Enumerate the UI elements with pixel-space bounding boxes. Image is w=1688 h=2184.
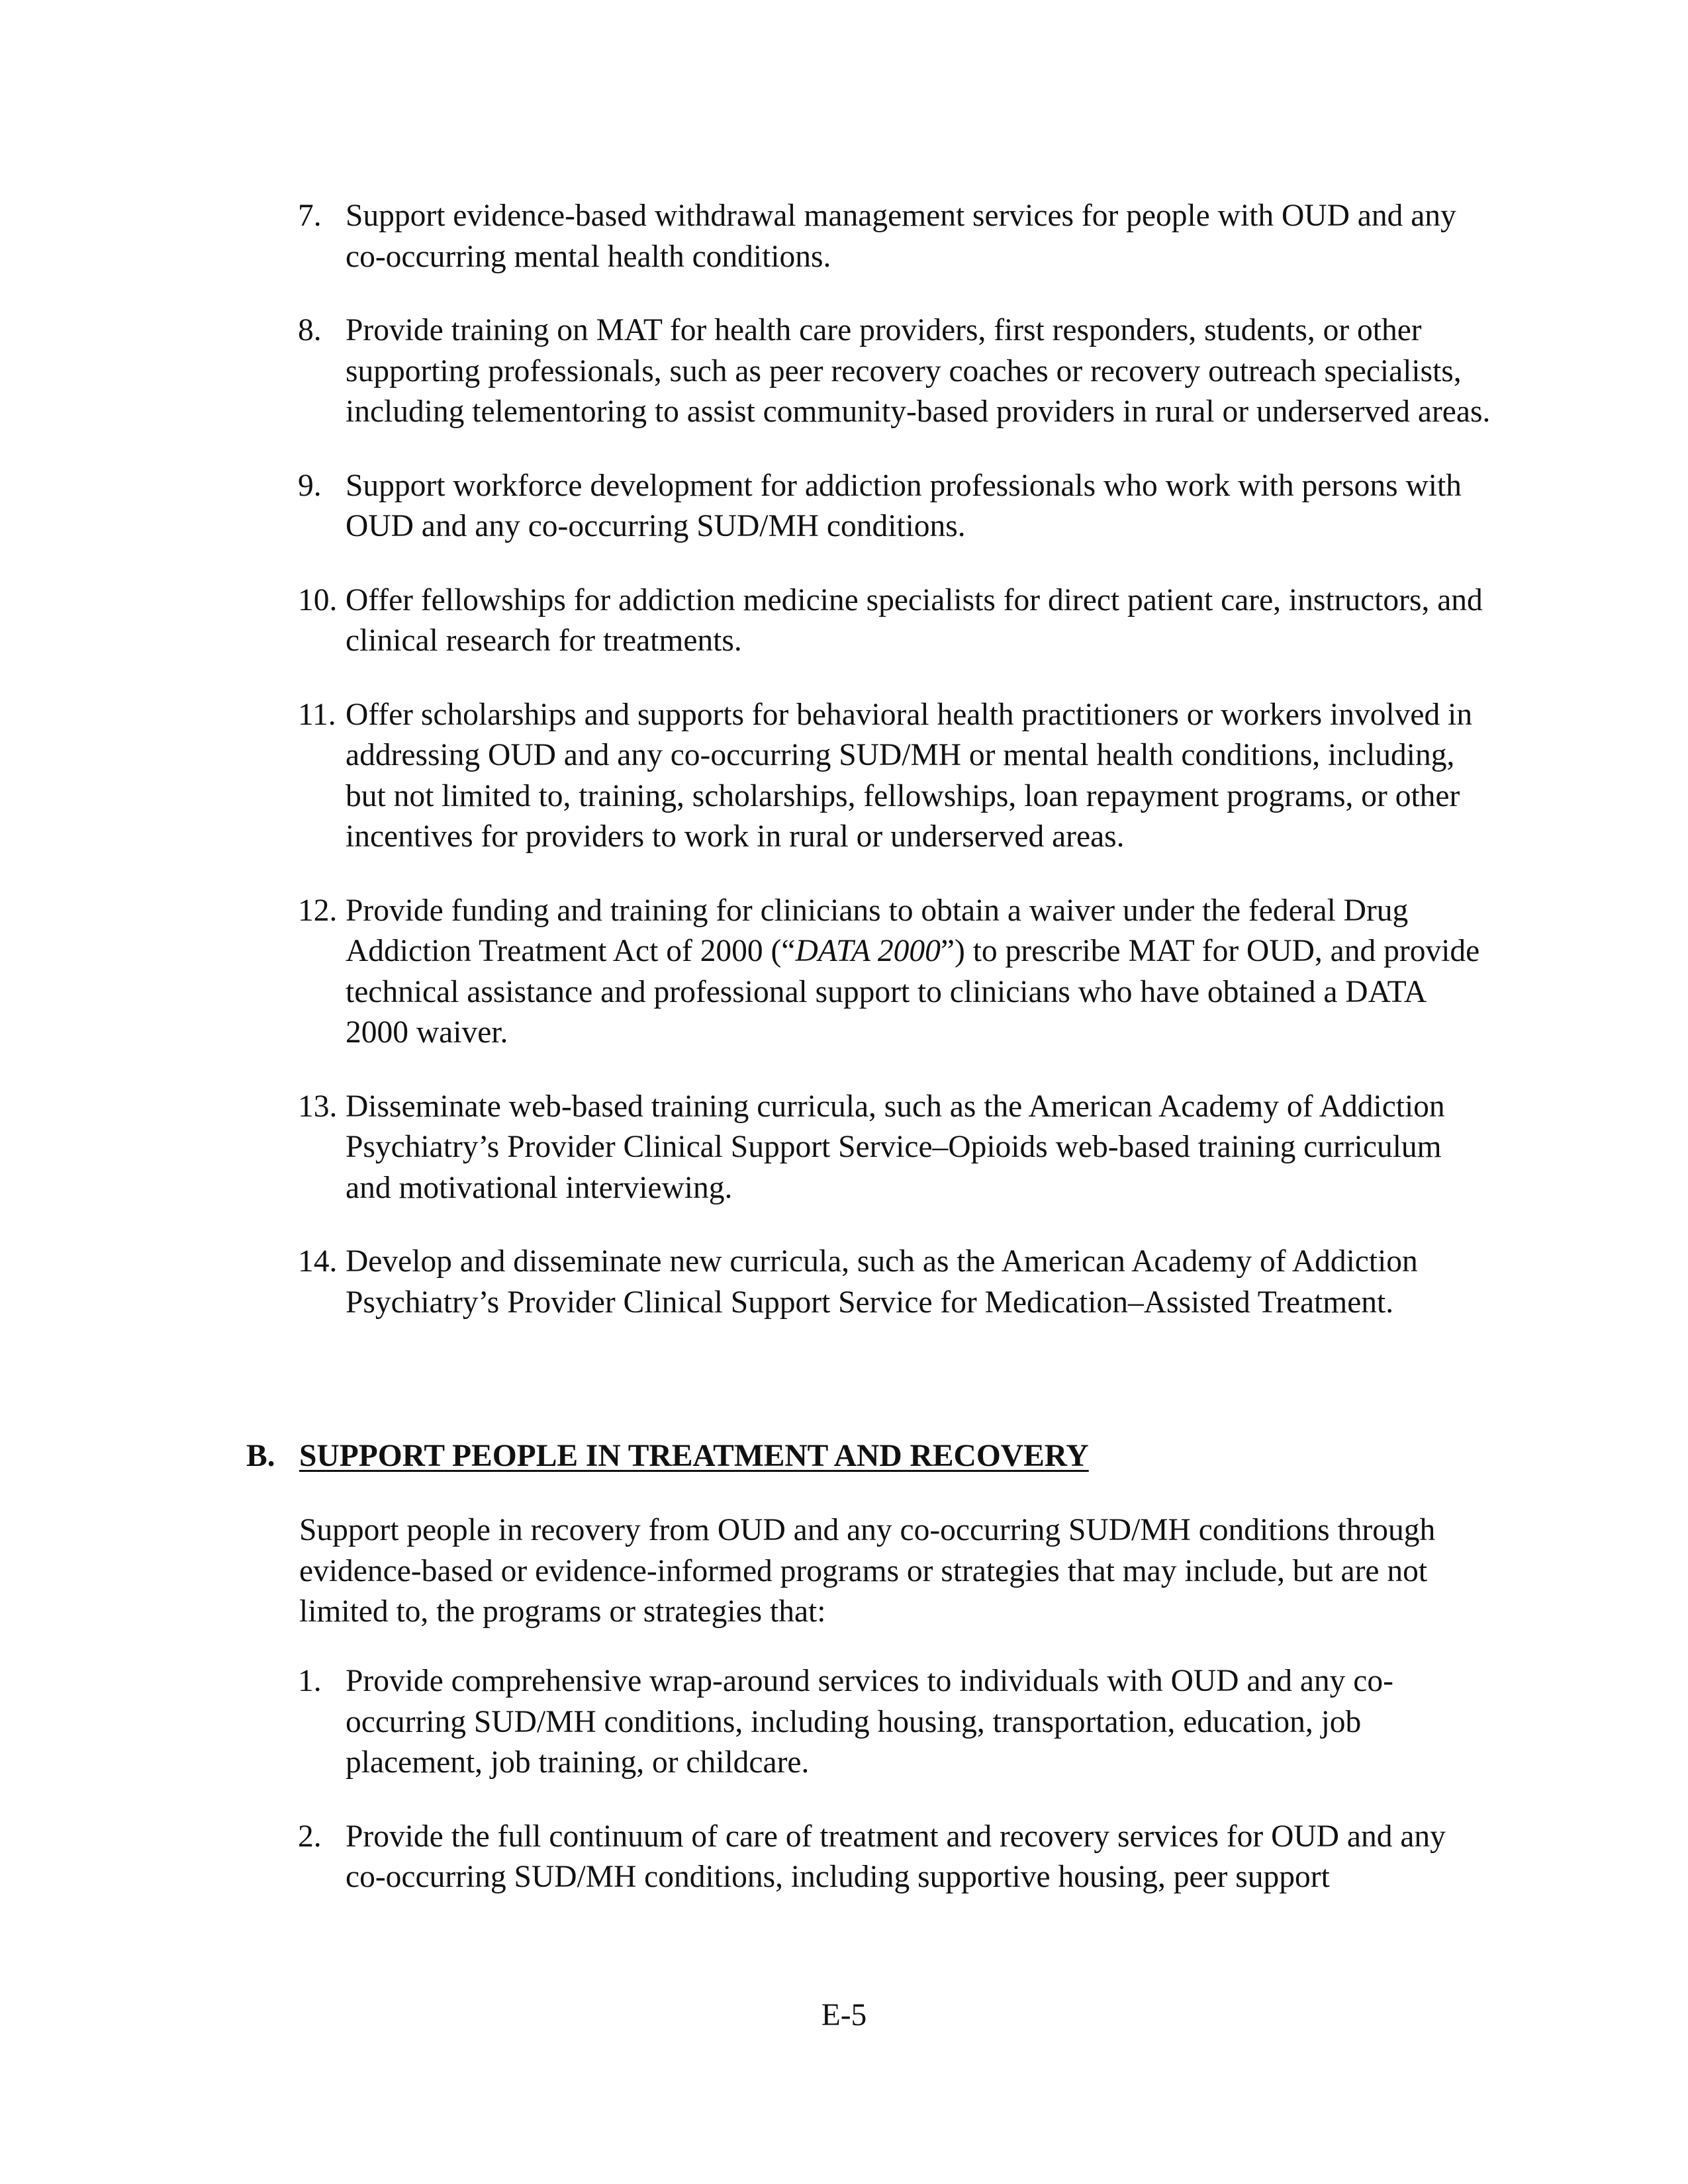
section-intro-paragraph: Support people in recovery from OUD and any co-occurring SUD/MH conditions through evidence-based or evidence-informed programs or strategies that may include, but are not limited to, the programs or strategies that:: [299, 1513, 1436, 1629]
list-item-7: [299, 196, 1491, 277]
list-item-text: Support workforce development for addiction professionals who work with persons with OUD and any co-occurring SUD/MH conditions.: [346, 468, 1462, 543]
list-number: 10.: [298, 582, 338, 617]
list-number: 11.: [298, 697, 336, 732]
list-number: 7.: [298, 199, 322, 233]
list-item-text: Offer scholarships and supports for behavioral health practitioners or workers involved in addressing OUD and any co-occurring SUD/MH or mental health conditions, including, but not limited to, training, scholarships, fellowships, loan repayment programs, or other incentives for providers to work in rural or underserved areas.: [346, 697, 1473, 854]
list-item-9: [299, 466, 1491, 547]
page-number: E-5: [821, 1998, 867, 2032]
list-item-text: Support evidence-based withdrawal management services for people with OUD and any co-occurring mental health conditions.: [346, 199, 1456, 274]
list-number: 8.: [298, 313, 322, 347]
text-segment: ”) to prescribe MAT for OUD, and provide technical assistance and professional support to clinicians who have obtained a DATA 2000 waiver.: [346, 934, 1480, 1050]
section-heading: [246, 1436, 1089, 1477]
list-item-10: [299, 580, 1491, 662]
list-item-13: [299, 1087, 1491, 1209]
list-number: 1.: [298, 1664, 322, 1698]
list-item-text: Develop and disseminate new curricula, such as the American Academy of Addiction Psychiatry’s Provider Clinical Support Service for Medication–Assisted Treatment.: [346, 1244, 1418, 1320]
list-item-text: Disseminate web-based training curricula, such as the American Academy of Addiction Psychiatry’s Provider Clinical Support Service–Opioids web-based training curriculum and motivational interviewing.: [346, 1089, 1445, 1205]
list-item-text: Provide training on MAT for health care providers, first responders, students, or other supporting professionals, such as peer recovery coaches or recovery outreach specialists, including telementoring to assist community-based providers in rural or underserved areas.: [346, 313, 1491, 429]
list-item-11: [299, 695, 1491, 858]
list-number: 14.: [298, 1244, 338, 1279]
numbered-list-top: [299, 196, 1491, 1323]
section-title: SUPPORT PEOPLE IN TREATMENT AND RECOVERY: [299, 1439, 1089, 1473]
list-number: 9.: [298, 468, 322, 503]
list-item-1: [299, 1661, 1491, 1784]
italic-act-name: DATA 2000: [795, 934, 941, 968]
list-item-text: Provide the full continuum of care of treatment and recovery services for OUD and any co-occurring SUD/MH conditions, including supportive housing, peer support: [346, 1819, 1446, 1894]
list-item-14: [299, 1242, 1491, 1323]
list-number: 2.: [298, 1819, 322, 1854]
list-item-text: [346, 891, 1491, 1054]
text-segment: Provide funding and training for clinicians to obtain a waiver under the federal Drug Addiction Treatment Act of 2000 (“: [346, 893, 1409, 968]
list-item-2: [299, 1817, 1491, 1898]
list-number: 13.: [298, 1089, 338, 1124]
numbered-list-bottom: [299, 1661, 1491, 1898]
list-item-12: [299, 891, 1491, 1054]
list-number: 12.: [298, 893, 338, 928]
list-item-text: Offer fellowships for addiction medicine specialists for direct patient care, instructors, and clinical research for treatments.: [346, 582, 1483, 658]
section-letter: B.: [246, 1439, 275, 1473]
list-item-8: [299, 310, 1491, 433]
list-item-text: Provide comprehensive wrap-around services to individuals with OUD and any co-occurring SUD/MH conditions, including housing, transportation, education, job placement, job training, or childcare.: [346, 1664, 1393, 1780]
